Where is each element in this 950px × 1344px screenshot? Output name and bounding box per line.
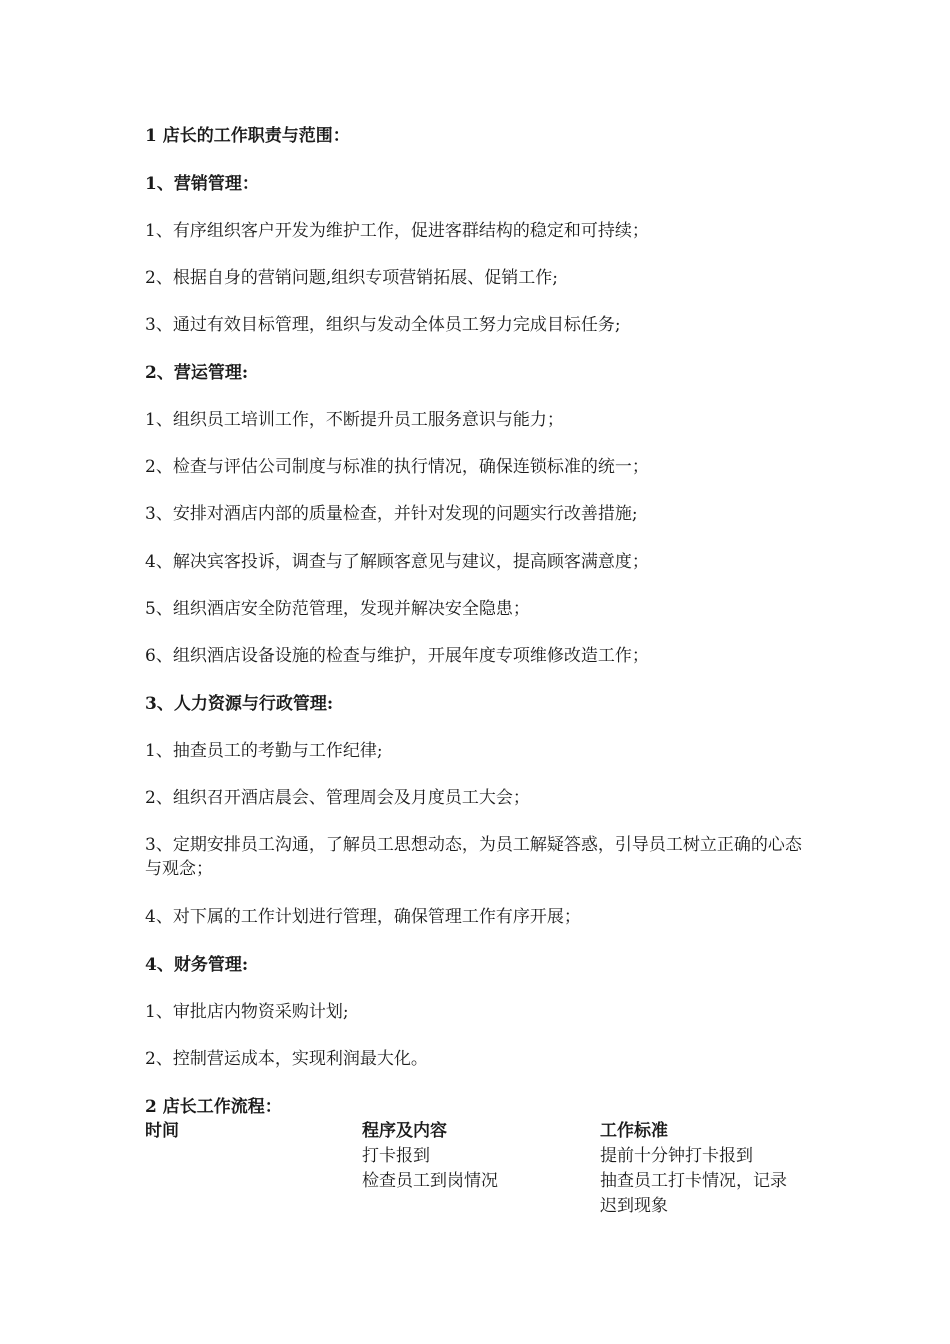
list-item: 2、控制营运成本，实现利润最大化。 <box>145 1049 428 1069</box>
list-item: 5、组织酒店安全防范管理，发现并解决安全隐患； <box>145 599 530 619</box>
group-heading-marketing: 1、营销管理： <box>145 174 259 194</box>
list-item: 3、安排对酒店内部的质量检查，并针对发现的问题实行改善措施; <box>145 504 638 524</box>
table-header-procedure: 程序及内容 <box>362 1121 447 1141</box>
list-item: 1、有序组织客户开发为维护工作，促进客群结构的稳定和可持续； <box>145 221 649 241</box>
table-column-procedure <box>362 1119 582 1194</box>
table-cell: 抽查员工打卡情况，记录迟到现象 <box>600 1171 787 1216</box>
list-item: 4、对下属的工作计划进行管理，确保管理工作有序开展； <box>145 907 581 927</box>
list-item: 2、组织召开酒店晨会、管理周会及月度员工大会； <box>145 788 530 808</box>
list-item: 2、检查与评估公司制度与标准的执行情况，确保连锁标准的统一； <box>145 457 649 477</box>
group-heading-hr-admin: 3、人力资源与行政管理: <box>145 694 334 714</box>
table-header-time: 时间 <box>145 1121 179 1141</box>
table-cell: 检查员工到岗情况 <box>362 1171 498 1191</box>
list-item: 2、根据自身的营销问题,组织专项营销拓展、促销工作; <box>145 268 558 288</box>
table-column-standard <box>600 1119 800 1219</box>
list-item: 1、审批店内物资采购计划; <box>145 1002 349 1022</box>
table-cell: 提前十分钟打卡报到 <box>600 1146 753 1166</box>
table-header-standard: 工作标准 <box>600 1121 668 1141</box>
list-item: 3、定期安排员工沟通，了解员工思想动态，为员工解疑答惑，引导员工树立正确的心态与观念； <box>145 835 802 879</box>
group-heading-operations: 2、营运管理: <box>145 363 249 383</box>
group-heading-finance: 4、财务管理: <box>145 955 249 975</box>
section1-title: 1 店长的工作职责与范围： <box>145 126 350 146</box>
table-column-time <box>145 1119 345 1144</box>
table-cell: 打卡报到 <box>362 1146 430 1166</box>
list-item: 4、解决宾客投诉，调查与了解顾客意见与建议，提高顾客满意度； <box>145 552 649 572</box>
section2-title: 2 店长工作流程： <box>145 1097 282 1117</box>
list-item: 1、抽查员工的考勤与工作纪律; <box>145 741 383 761</box>
list-item: 1、组织员工培训工作，不断提升员工服务意识与能力； <box>145 410 564 430</box>
list-item: 6、组织酒店设备设施的检查与维护，开展年度专项维修改造工作； <box>145 646 649 666</box>
list-item: 3、通过有效目标管理，组织与发动全体员工努力完成目标任务; <box>145 315 621 335</box>
